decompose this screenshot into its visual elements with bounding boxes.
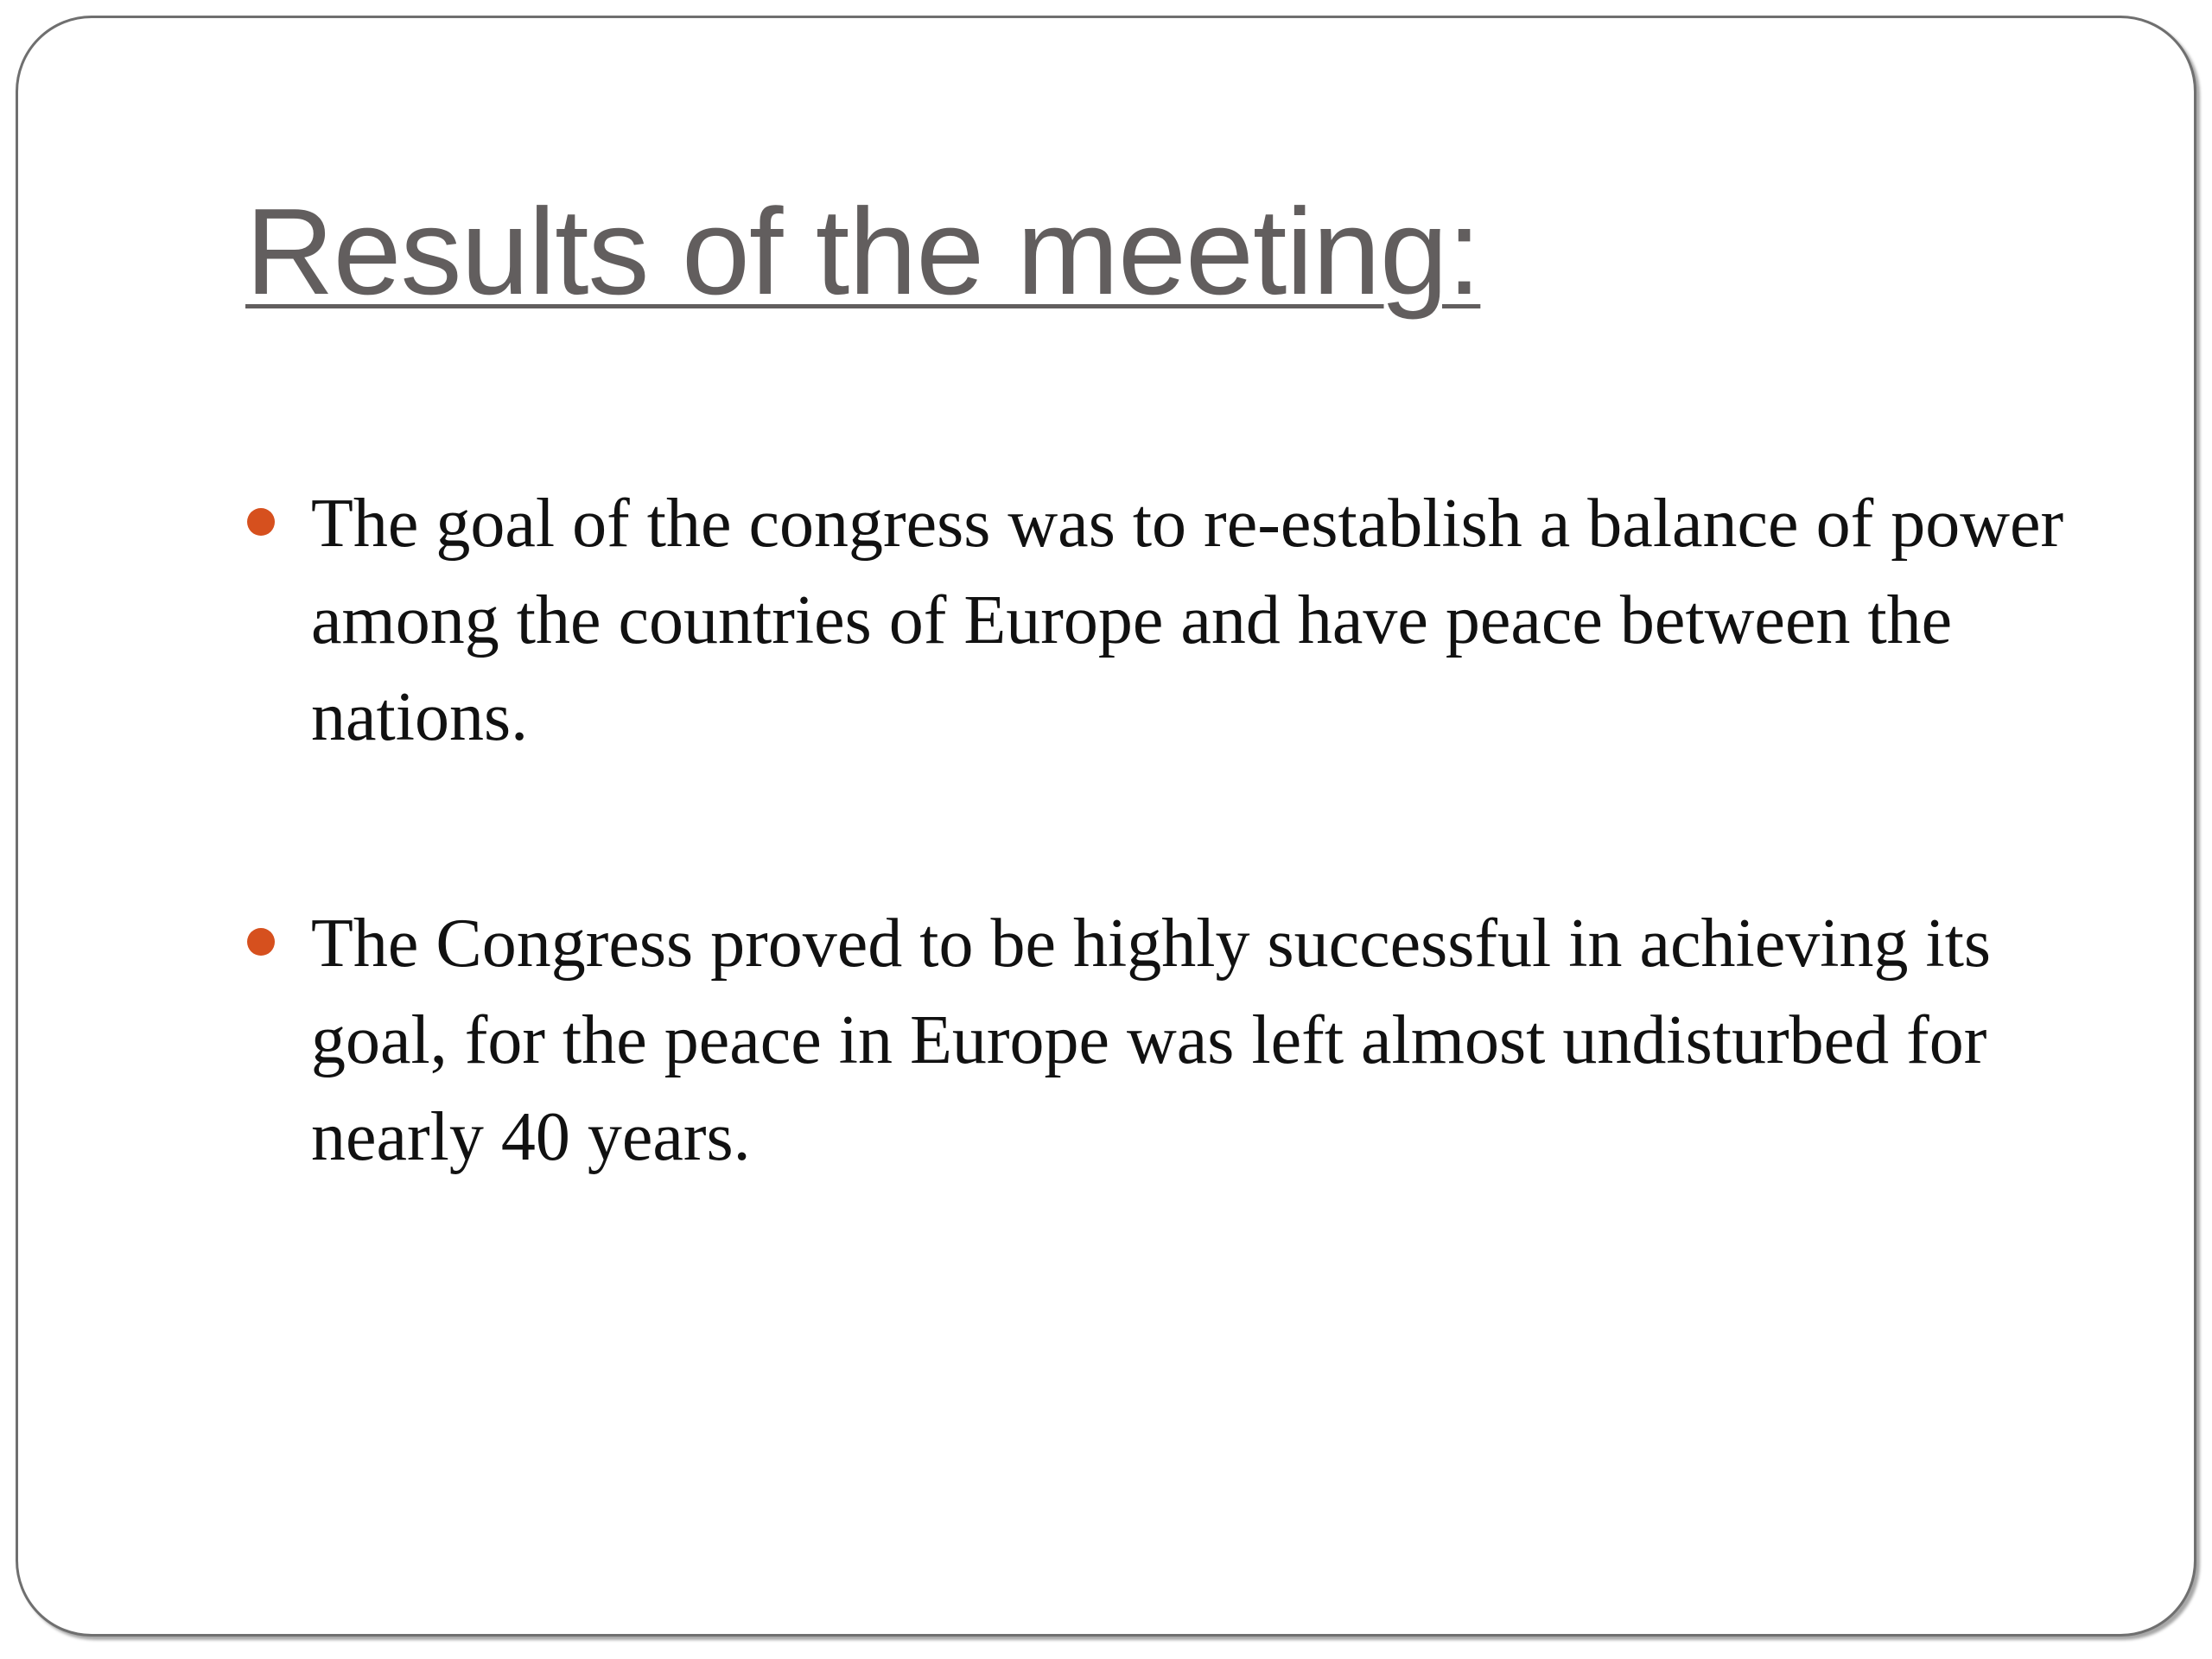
bullet-dot-icon bbox=[247, 508, 275, 536]
bullet-list bbox=[245, 475, 2094, 1185]
bullet-item bbox=[245, 895, 2094, 1185]
bullet-item bbox=[245, 475, 2094, 766]
bullet-text: The goal of the congress was to re-establish a balance of power among the countries of Europe and have peace between the nations. bbox=[311, 486, 2064, 755]
bullet-text: The Congress proved to be highly successful in achieving its goal, for the peace in Europe was left almost undisturbed for nearly 40 years. bbox=[311, 906, 1992, 1175]
bullet-dot-icon bbox=[247, 928, 275, 956]
slide-title: Results of the meeting: bbox=[245, 183, 1481, 321]
